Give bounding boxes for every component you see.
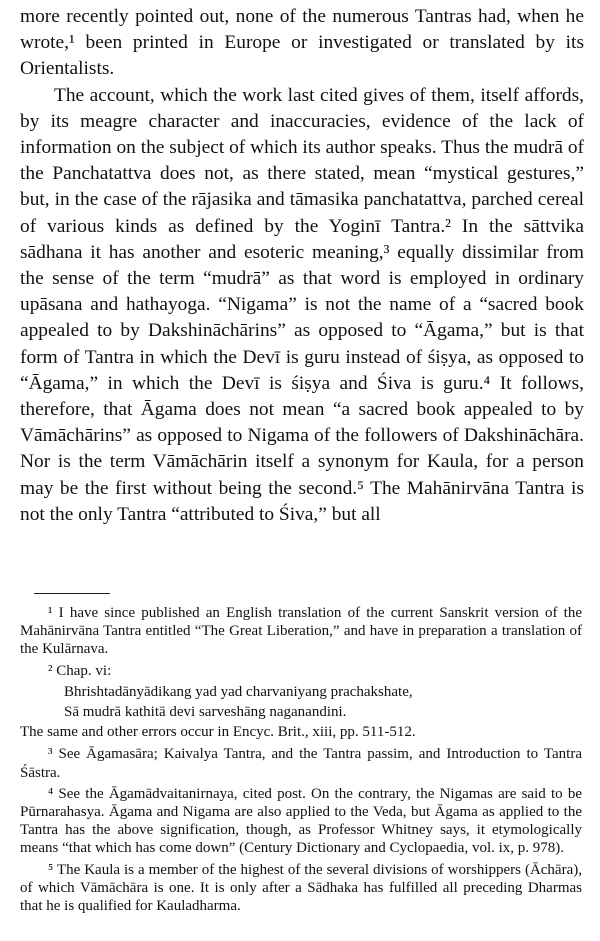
footnote-5: ⁵ The Kaula is a member of the highest of the several divisions of worshippers (Āchāra), of which Vāmāchāra is one. It is only after a Sādhaka has fulfilled all preceding Dharmas that he is qualified for Kauladharma. [20,861,582,915]
footnote-divider [34,593,110,594]
paragraph-continuation: more recently pointed out, none of the numerous Tantras had, when he wrote,¹ been printed in Europe or investigated or translated by its Orientalists. [20,6,584,80]
footnotes [20,604,582,918]
footnote-1: ¹ I have since published an English translation of the current Sanskrit version of the Mahānirvāna Tantra entitled “The Great Liberation,” and have in preparation a translation of the Kulārnava. [20,605,582,658]
footnote-2: ² Chap. vi: [48,662,112,679]
footnote-2-tail: The same and other errors occur in Encyc. Brit., xiii, pp. 511-512. [20,724,416,741]
footnote-4: ⁴ See the Āgamādvaitanirnaya, cited post. On the contrary, the Nigamas are said to be Pūrnarahasya. Āgama and Nigama are also applied to the Veda, but Āgama as applied to the Tantra has the above signification, though, as Professor Whitney says, it etymologically means “that which has come down” (Century Dictionary and Cyclopaedia, vol. ix, p. 978). [20,785,582,857]
footnote-3: ³ See Āgamasāra; Kaivalya Tantra, and the Tantra passim, and Introduction to Tantra Śāstra. [20,746,582,781]
footnote-2-verse-1: Bhrishtadānyādikang yad yad charvaniyang prachakshate, [64,683,413,700]
main-text [20,4,584,528]
paragraph-account: The account, which the work last cited gives of them, itself affords, by its meagre character and inaccuracies, evidence of the lack of information on the subject of which its author speaks. Thus the mudrā of the Panchatattva does not, as there stated, mean “mystical gestures,” but, in the case of the rājasika and tāmasika panchatattva, parched cereal of various kinds as defined by the Yoginī Tantra.² In the sāttvika sādhana it has another and esoteric meaning,³ equally dissimilar from the sense of the term “mudrā” as that word is employed in ordinary upāsana and hathayoga. “Nigama” is not the name of a “sacred book appealed to by Dakshināchārins” as opposed to “Āgama,” but is that form of Tantra in which the Devī is guru instead of śiṣya, as opposed to “Āgama,” in which the Devī is śiṣya and Śiva is guru.⁴ It follows, therefore, that Āgama does not mean “a sacred book appealed to by Vāmāchārins” as opposed to Nigama of the followers of Dakshināchāra. Nor is the term Vāmāchārin itself a synonym for Kaula, for a person may be the first without being the second.⁵ The Mahānirvāna Tantra is not the only Tantra “attributed to Śiva,” but all [20,84,584,525]
footnote-2-verse-2: Sā mudrā kathitā devi sarveshāng naganandini. [64,704,347,721]
